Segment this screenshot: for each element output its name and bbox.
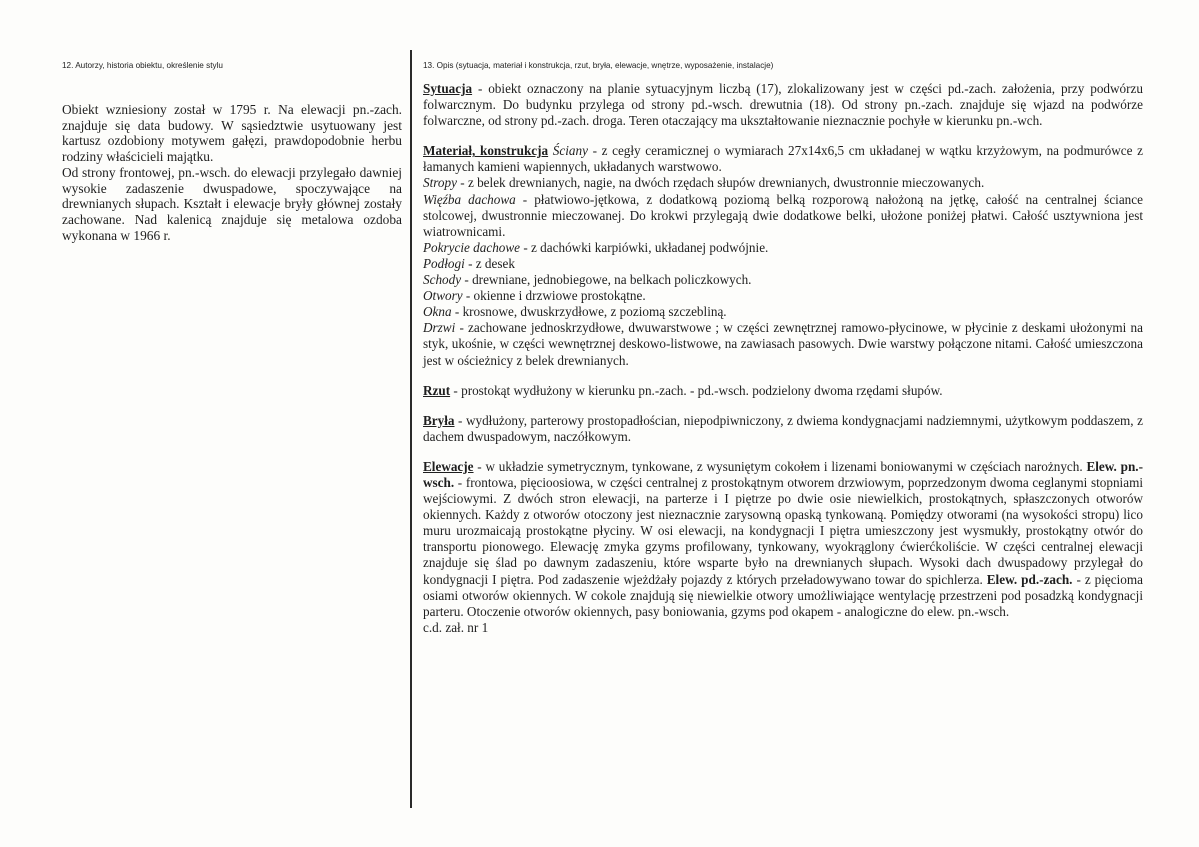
material-item — [423, 256, 1143, 272]
history-paragraph: Obiekt wzniesiony został w 1795 r. Na elewacji pn.-zach. znajduje się data budowy. W sąsiedztwie usytuowany jest kartusz ozdobiony motywem gałęzi, prawdopodobnie herbu rodziny właścicieli majątku. — [62, 102, 402, 165]
elewacje-label: Elewacje — [423, 458, 474, 474]
elewacje-subheading: Elew. pd.-zach. — [986, 571, 1073, 587]
material-term: Okna — [423, 304, 452, 320]
material-item — [423, 288, 1143, 304]
section-12-heading: 12. Autorzy, historia obiektu, określenie stylu — [62, 61, 223, 70]
sytuacja-paragraph — [423, 81, 1143, 129]
material-item — [423, 320, 1143, 368]
material-term: Stropy — [423, 175, 457, 191]
material-term: Schody — [423, 272, 462, 288]
left-column — [62, 60, 402, 243]
material-item — [423, 192, 1143, 240]
material-item — [423, 143, 1143, 175]
right-column — [423, 60, 1143, 636]
material-text: - z cegły ceramicznej o wymiarach 27x14x6,5 cm układanej w wątku krzyżowym, na podmurówce z łamanych kamieni wapiennych, układanych warstwowo. — [423, 143, 1143, 175]
material-term: Drzwi — [423, 320, 456, 336]
description-body — [423, 81, 1143, 636]
elewacje-subheading: Elew. pn.-wsch. — [423, 458, 1143, 490]
sytuacja-section — [423, 81, 1143, 129]
material-label: Materiał, konstrukcja — [423, 143, 549, 159]
material-text: - z dachówki karpiówki, układanej podwójnie. — [520, 239, 769, 255]
continuation-note: c.d. zał. nr 1 — [423, 619, 489, 635]
material-item — [423, 272, 1143, 288]
section-13-heading: 13. Opis (sytuacja, materiał i konstrukcja, rzut, bryła, elewacje, wnętrze, wyposażenie, instalacje) — [423, 61, 774, 70]
material-term: Podłogi — [423, 255, 465, 271]
bryla-label: Bryła — [423, 412, 455, 428]
material-term: Więźba dachowa — [423, 191, 516, 207]
material-text: - z desek — [464, 255, 515, 271]
rzut-paragraph — [423, 383, 1143, 399]
history-paragraph: Od strony frontowej, pn.-wsch. do elewacji przylegało dawniej wysokie zadaszenie dwuspadowe, spoczywające na drewnianych słupach. Kształt i elewacje bryły głównej zostały zachowane. Nad kalenicą znajduje się metalowa ozdoba wykonana w 1966 r. — [62, 164, 402, 243]
material-item — [423, 240, 1143, 256]
rzut-section — [423, 383, 1143, 399]
elewacje-paragraph — [423, 459, 1143, 620]
rzut-text: - prostokąt wydłużony w kierunku pn.-zach. - pd.-wsch. podzielony dwoma rzędami słupów. — [450, 382, 943, 398]
material-term: Pokrycie dachowe — [423, 239, 521, 255]
material-section — [423, 143, 1143, 368]
material-term: Otwory — [423, 288, 463, 304]
bryla-section — [423, 413, 1143, 445]
material-term: Ściany — [552, 143, 588, 159]
sytuacja-label: Sytuacja — [423, 81, 473, 96]
material-item — [423, 175, 1143, 191]
bryla-paragraph — [423, 413, 1143, 445]
material-item — [423, 304, 1143, 320]
history-text — [62, 102, 402, 243]
bryla-text: - wydłużony, parterowy prostopadłościan, niepodpiwniczony, z dwiema kondygnacjami nadziemnymi, użytkowym poddaszem, z dachem dwuspadowym, naczółkowym. — [423, 412, 1143, 444]
rzut-label: Rzut — [423, 382, 451, 398]
elewacje-text: - frontowa, pięcioosiowa, w części centralnej z prostokątnym otworem drzwiowym, poprzedzonym dwoma ceglanymi stopniami wejściowymi. Z dwóch stron elewacji, na parterze i I piętrze po dwie osie niewielkich, prostokątnych, spłaszczonych otworów okiennych. Każdy z otworów otoczony jest nieznacznie zarysowną opaską tynkowaną. Pomiędzy otworami (na wysokości stropu) lico muru urozmaicają prostokątne płyciny. W osi elewacji, na kondygnacji I piętra umieszczony jest wysmukły, prostokątny otwór do transportu pionowego. Elewację zmyka gzyms profilowany, tynkowany, wyokrąglony ćwierćkoliście. W części centralnej elewacji znajduje się ślad po dawnym zadaszeniu, które wsparte było na drewnianych słupach. Wysoki dach dwuspadowy przylegał do kondygnacji I piętra. Pod zadaszenie wjeżdżały pojazdy z których przeładowywano towar do spichlerza. — [423, 474, 1143, 587]
material-text: - z belek drewnianych, nagie, na dwóch rzędach słupów drewnianych, dwustronnie mieczowanych. — [456, 175, 985, 191]
material-text: - płatwiowo-jętkowa, z dodatkową poziomą belką rozporową nałożoną na jętkę, całość na centralnej ściance stolcowej, dwustronnie mieczowanej. Do krokwi przylegają dwie dodatkowe belki, ułożone poniżej płatwi. Całość usztywniona jest wiatrownicami. — [423, 191, 1143, 239]
elewacje-section — [423, 459, 1143, 636]
elewacje-text: - w układzie symetrycznym, tynkowane, z wysuniętym cokołem i lizenami boniowanymi w częściach narożnych. — [473, 458, 1087, 474]
elewacje-text: - z pięcioma osiami otworów okiennych. W cokole znajdują się niewielkie otwory umożliwiające wentylację przestrzeni pod posadzką kondygnacji parteru. Otoczenie otworów okiennych, pasy boniowania, gzyms pod okapem - analogiczne do elew. pn.-wsch. — [423, 571, 1143, 619]
material-text: - zachowane jednoskrzydłowe, dwuwarstwowe ; w części zewnętrznej ramowo-płycinowe, w płycinie z deskami ułożonymi na styk, ukośnie, w części wewnętrznej deskowo-listwowe, na zawiasach pasowych. Dwie warstwy połączone nitami. Całość umieszczona jest w ościeżnicy z belek drewnianych. — [423, 320, 1143, 368]
material-text: - krosnowe, dwuskrzydłowe, z poziomą szczebliną. — [451, 304, 727, 320]
material-text: - okienne i drzwiowe prostokątne. — [462, 288, 646, 304]
column-divider — [410, 50, 412, 808]
sytuacja-text: - obiekt oznaczony na planie sytuacyjnym liczbą (17), zlokalizowany jest w części pd.-zach. założenia, przy podwórzu folwarcznym. Do budynku przylega od strony pd.-wsch. drewutnia (18). Od strony pn.-zach. znajduje się wjazd na podwórze folwarczne, od strony pd.-zach. droga. Teren otaczający ma ukształtowanie nieznacznie pochyłe w kierunku pn.-wch. — [423, 81, 1143, 129]
material-text: - drewniane, jednobiegowe, na belkach policzkowych. — [461, 272, 752, 288]
